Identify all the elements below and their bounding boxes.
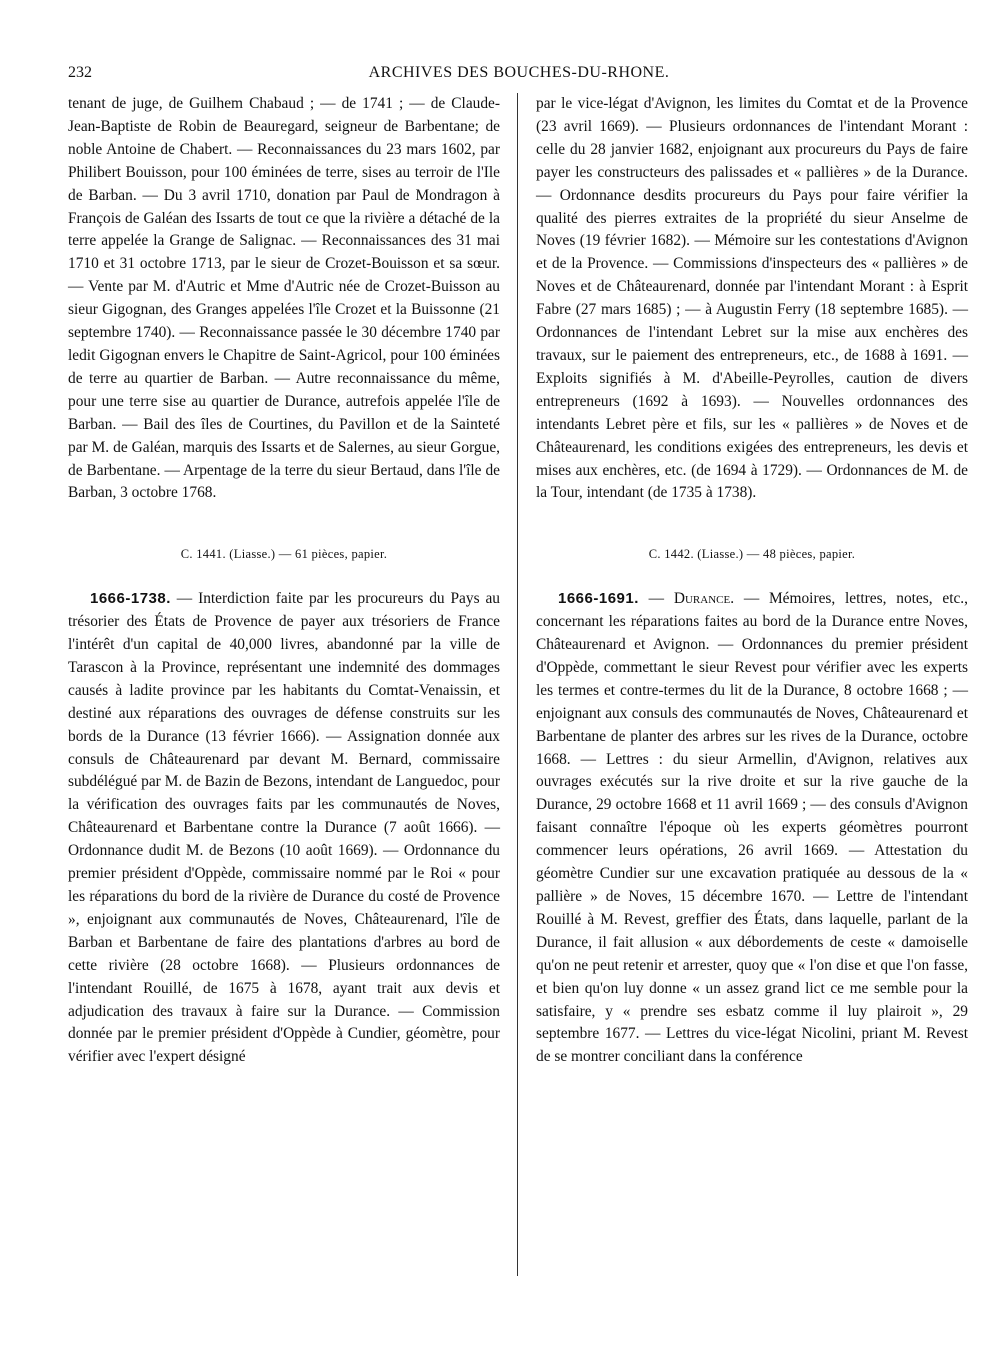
right-entry-date: 1666-1691. (558, 590, 639, 608)
right-entry-subject: Durance. (673, 590, 735, 608)
left-entry-paragraph (68, 588, 500, 1069)
right-continued-paragraph: par le vice-légat d'Avignon, les limites du Comtat et de la Provence (23 avril 1669). — Plusieurs ordonnances de l'intendant Morant : celle du 28 janvier 1682, enjoignant aux procureurs du Pays de faire payer les constructeurs des palissades et « pallières » de la Durance. — Ordonnance desdits procureurs du Pays pour faire vérifier la qualité des pierres extraites de la propriété du sieur Anselme de Noves (19 février 1682). — Mémoire sur les contestations d'Avignon et de la Provence. — Commissions d'inspecteurs des « pallières » de Noves et de Châteaurenard, donnée par l'intendant Morant : à Esprit Fabre (27 mars 1685) ; — à Augustin Ferry (18 septembre 1685). — Ordonnances de l'intendant Lebret sur la mise aux enchères des travaux, sur le paiement des entrepreneurs, etc., de 1688 à 1691. — Exploits signifiés à M. d'Abeille-Peyrolles, caution de divers entrepreneurs (1692 à 1693). — Nouvelles ordonnances des intendants Lebret père et fils, sur les « pallières » de Noves et de Châteaurenard, les conditions exigées des entrepreneurs, les devis et mises aux enchères, etc. (de 1694 à 1729). — Ordonnances de M. de la Tour, intendant (de 1735 à 1738). (536, 95, 968, 502)
right-entry-text: — Mémoires, lettres, notes, etc., concernant les réparations faites au bord de la Durance entre Noves, Châteaurenard et Avignon. — Ordonnances du premier président d'Oppède, commettant le sieur Revest pour vérifier avec les experts les termes et contre-termes du lit de la Durance, 8 octobre 1668 ; — enjoignant aux consuls des communautés de Noves, Châteaurenard et Barbentane de planter des arbres sur les rives de la Durance, octobre 1668. — Lettres : du sieur Armellin, d'Avignon, relatives aux ouvrages exécutés sur la rive droite et sur la rive gauche de la Durance, 29 octobre 1668 et 11 avril 1669 ; — des consuls d'Avignon faisant connaître l'époque où les experts géomètres pourront commencer leurs opérations, 26 avril 1669. — Attestation du géomètre Cundier sur une excavation pratiquée au dessous de la « pallière » de Noves, 15 décembre 1670. — Lettre de l'intendant Rouillé à M. Revest, greffier des États, dans laquelle, parlant de la Durance, il fait allusion « aux débordements de ceste « damoiselle qu'on ne peut retenir et arrester, quoy que « l'on dise et que l'on fasse, et bien qu'on luy donne « un assez grand lict ce me semble pour la satisfaire, y « prendre ses esbatz comme il luy plairoit », 29 septembre 1677. — Lettres du vice-légat Nicolini, priant M. Revest de se montrer conciliant dans la conférence (536, 590, 968, 1066)
right-column (536, 93, 968, 1069)
page-header (68, 64, 970, 86)
right-entry-paragraph: 1666-1691. — Durance. — Mémoires, lettres, notes, etc., concernant les réparations faites au bord de la Durance entre Noves, Châteaurenard et Avignon. — Ordonnances du premier président d'Oppède, commettant le sieur Revest pour vérifier avec les experts les termes et contre-termes du lit de la Durance, 8 octobre 1668 ; — enjoignant aux consuls des communautés de Noves, Châteaurenard et Barbentane de planter des arbres sur les rives de la Durance, octobre 1668. — Lettres : du sieur Armellin, d'Avignon, relatives aux ouvrages exécutés sur la rive droite et sur la rive gauche de la Durance, 29 octobre 1668 et 11 avril 1669 ; — des consuls d'Avignon faisant connaître l'époque où les experts géomètres pourront commencer leurs opérations, 26 avril 1669. — Attestation du géomètre Cundier sur une excavation pratiquée au dessous de la « pallière » de Noves, 15 décembre 1670. — Lettre de l'intendant Rouillé à M. Revest, greffier des États, dans laquelle, parlant de la Durance, il fait allusion « aux débordements de ceste « damoiselle qu'on ne peut retenir et arrester, quoy que « l'on dise et que l'on fasse, et bien qu'on luy donne « un assez grand lict ce me semble pour la satisfaire, y « prendre ses esbatz comme il luy plairoit », 29 septembre 1677. — Lettres du vice-légat Nicolini, priant M. Revest de se montrer conciliant dans la conférence (536, 590, 968, 1066)
left-caption: C. 1441. (Liasse.) — 61 pièces, papier. (180, 547, 388, 562)
left-column (68, 93, 500, 1069)
left-entry-text: — Interdiction faite par les procureurs du Pays au trésorier des États de Provence de payer aux trésoriers de France l'intérêt d'un capital de 40,000 livres, abandonné par la ville de Tarascon à la Province, représentant une indemnité des dommages causés à ladite province par les habitants du Comtat-Venaissin, et destiné aux réparations des ouvrages de défense construits sur les bords de la Durance (13 février 1666). — Assignation donnée aux consuls de Châteaurenard par devant M. Bernard, commissaire subdélégué par M. de Bazin de Bezons, intendant de Languedoc, pour la vérification des ouvrages faits par les communautés de Noves, Châteaurenard et Barbentane contre la Durance (7 août 1666). — Ordonnance dudit M. de Bezons (10 août 1669). — Ordonnance du premier président d'Oppède, commissaire nommé par le Roi « pour les réparations du bord de la rivière de Durance du costé de Provence », enjoignant aux communautés de Noves, Châteaurenard, l'île de Barban et Barbentane de faire des plantations d'arbres au bord de cette rivière (28 octobre 1668). — Plusieurs ordonnances de l'intendant Rouillé, de 1675 à 1678, ayant trait aux devis et adjudication des travaux à faire sur la Durance. — Commission donnée par le premier président d'Oppède à Cundier, géomètre, pour vérifier avec l'expert désigné (68, 590, 500, 1066)
running-title: ARCHIVES DES BOUCHES-DU-RHONE. (368, 64, 670, 81)
left-continued-paragraph: tenant de juge, de Guilhem Chabaud ; — de 1741 ; — de Claude-Jean-Baptiste de Robin de Beauregard, seigneur de Barbentane; de noble Antoine de Chabert. — Reconnaissances du 23 mars 1602, par Philibert Bouisson, pour 100 éminées de terre, sises au terroir de l'Ile de Barban. — Du 3 avril 1710, donation par Paul de Mondragon à François de Galéan des Issarts de tout ce que la rivière a détaché de la terre appelée la Grange de Salignac. — Reconnaissances des 31 mai 1710 et 31 octobre 1713, par le sieur de Crozet-Bouisson et sa sœur. — Vente par M. d'Autric et Mme d'Autric née de Crozet-Buisson au sieur Gigognan, des Granges appelées l'île Crozet et la Buissonne (21 septembre 1740). — Reconnaissance passée le 30 décembre 1740 par ledit Gigognan envers le Chapitre de Saint-Agricol, pour 100 éminées de terre au quartier de Barban. — Autre reconnaissance du même, pour une terre sise au quartier de Durance, autrefois appelée l'île de Barban. — Bail des îles de Courtines, du Pavillon et de la Sainteté par M. de Galéan, marquis des Issarts et de Salernes, au sieur Gorgue, de Barbentane. — Arpentage de la terre du sieur Bertaud, dans l'île de Barban, 3 octobre 1768. (68, 95, 500, 502)
right-caption: C. 1442. (Liasse.) — 48 pièces, papier. (648, 547, 856, 562)
column-divider (517, 93, 518, 1276)
left-entry-date: 1666-1738. (90, 590, 171, 608)
page-number: 232 (68, 64, 92, 81)
